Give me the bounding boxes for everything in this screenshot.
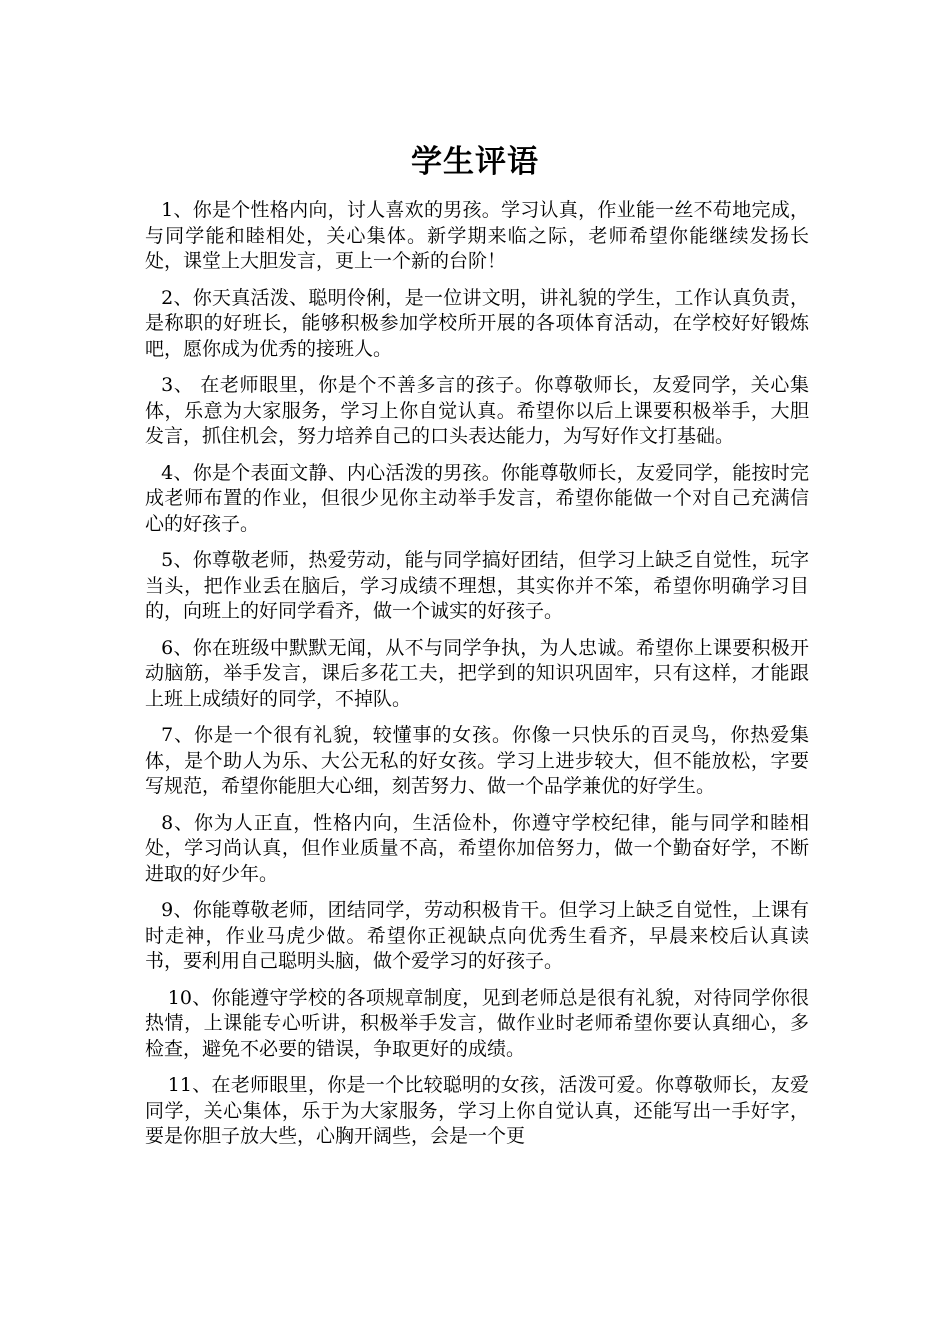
comment-paragraph-6: 6、你在班级中默默无闻，从不与同学争执，为人忠诚。希望你上课要积极开动脑筋，举手发言，课后多花工夫，把学到的知识巩固牢，只有这样，才能跟上班上成绩好的同学，不掉队。 [145,636,809,710]
comment-paragraph-5: 5、你尊敬老师，热爱劳动，能与同学搞好团结，但学习上缺乏自觉性，玩字当头，把作业丢在脑后，学习成绩不理想，其实你并不笨，希望你明确学习目的，向班上的好同学看齐，做一个诚实的好孩子。 [145,549,809,622]
page-title: 学生评语 [411,144,539,180]
comment-paragraph-8: 8、你为人正直，性格内向，生活俭朴，你遵守学校纪律，能与同学和睦相处，学习尚认真，但作业质量不高，希望你加倍努力，做一个勤奋好学，不断进取的好少年。 [145,811,809,885]
comment-paragraph-11: 11、在老师眼里，你是一个比较聪明的女孩，活泼可爱。你尊敬师长，友爱同学，关心集体，乐于为大家服务，学习上你自觉认真，还能写出一手好字，要是你胆子放大些，心胸开阔些，会是一个更 [145,1074,809,1147]
comment-paragraph-3: 3、 在老师眼里，你是个不善多言的孩子。你尊敬师长，友爱同学，关心集体，乐意为大家服务，学习上你自觉认真。希望你以后上课要积极举手，大胆发言，抓住机会，努力培养自己的口头表达能力，为写好作文打基础。 [145,374,809,447]
comment-paragraph-10: 10、你能遵守学校的各项规章制度，见到老师总是很有礼貌，对待同学你很热情，上课能专心听讲，积极举手发言，做作业时老师希望你要认真细心，多检查，避免不必要的错误，争取更好的成绩。 [145,986,809,1060]
comment-paragraph-9: 9、你能尊敬老师，团结同学，劳动积极肯干。但学习上缺乏自觉性，上课有时走神，作业马虎少做。希望你正视缺点向优秀生看齐，早晨来校后认真读书，要利用自己聪明头脑，做个爱学习的好孩子。 [145,899,809,972]
comment-paragraph-1: 1、你是个性格内向，讨人喜欢的男孩。学习认真，作业能一丝不苟地完成，与同学能和睦相处，关心集体。新学期来临之际，老师希望你能继续发扬长处，课堂上大胆发言，更上一个新的台阶！ [145,199,809,272]
comment-paragraph-4: 4、你是个表面文静、内心活泼的男孩。你能尊敬师长，友爱同学，能按时完成老师布置的作业，但很少见你主动举手发言，希望你能做一个对自己充满信心的好孩子。 [145,461,809,535]
comment-paragraph-7: 7、你是一个很有礼貌，较懂事的女孩。你像一只快乐的百灵鸟，你热爱集体，是个助人为乐、大公无私的好女孩。学习上进步较大，但不能放松，字要写规范，希望你能胆大心细，刻苦努力、做一个品学兼优的好学生。 [145,724,809,797]
comment-paragraph-2: 2、你天真活泼、聪明伶俐，是一位讲文明，讲礼貌的学生，工作认真负责，是称职的好班长，能够积极参加学校所开展的各项体育活动，在学校好好锻炼吧，愿你成为优秀的接班人。 [145,286,809,360]
document-body [145,198,809,1161]
